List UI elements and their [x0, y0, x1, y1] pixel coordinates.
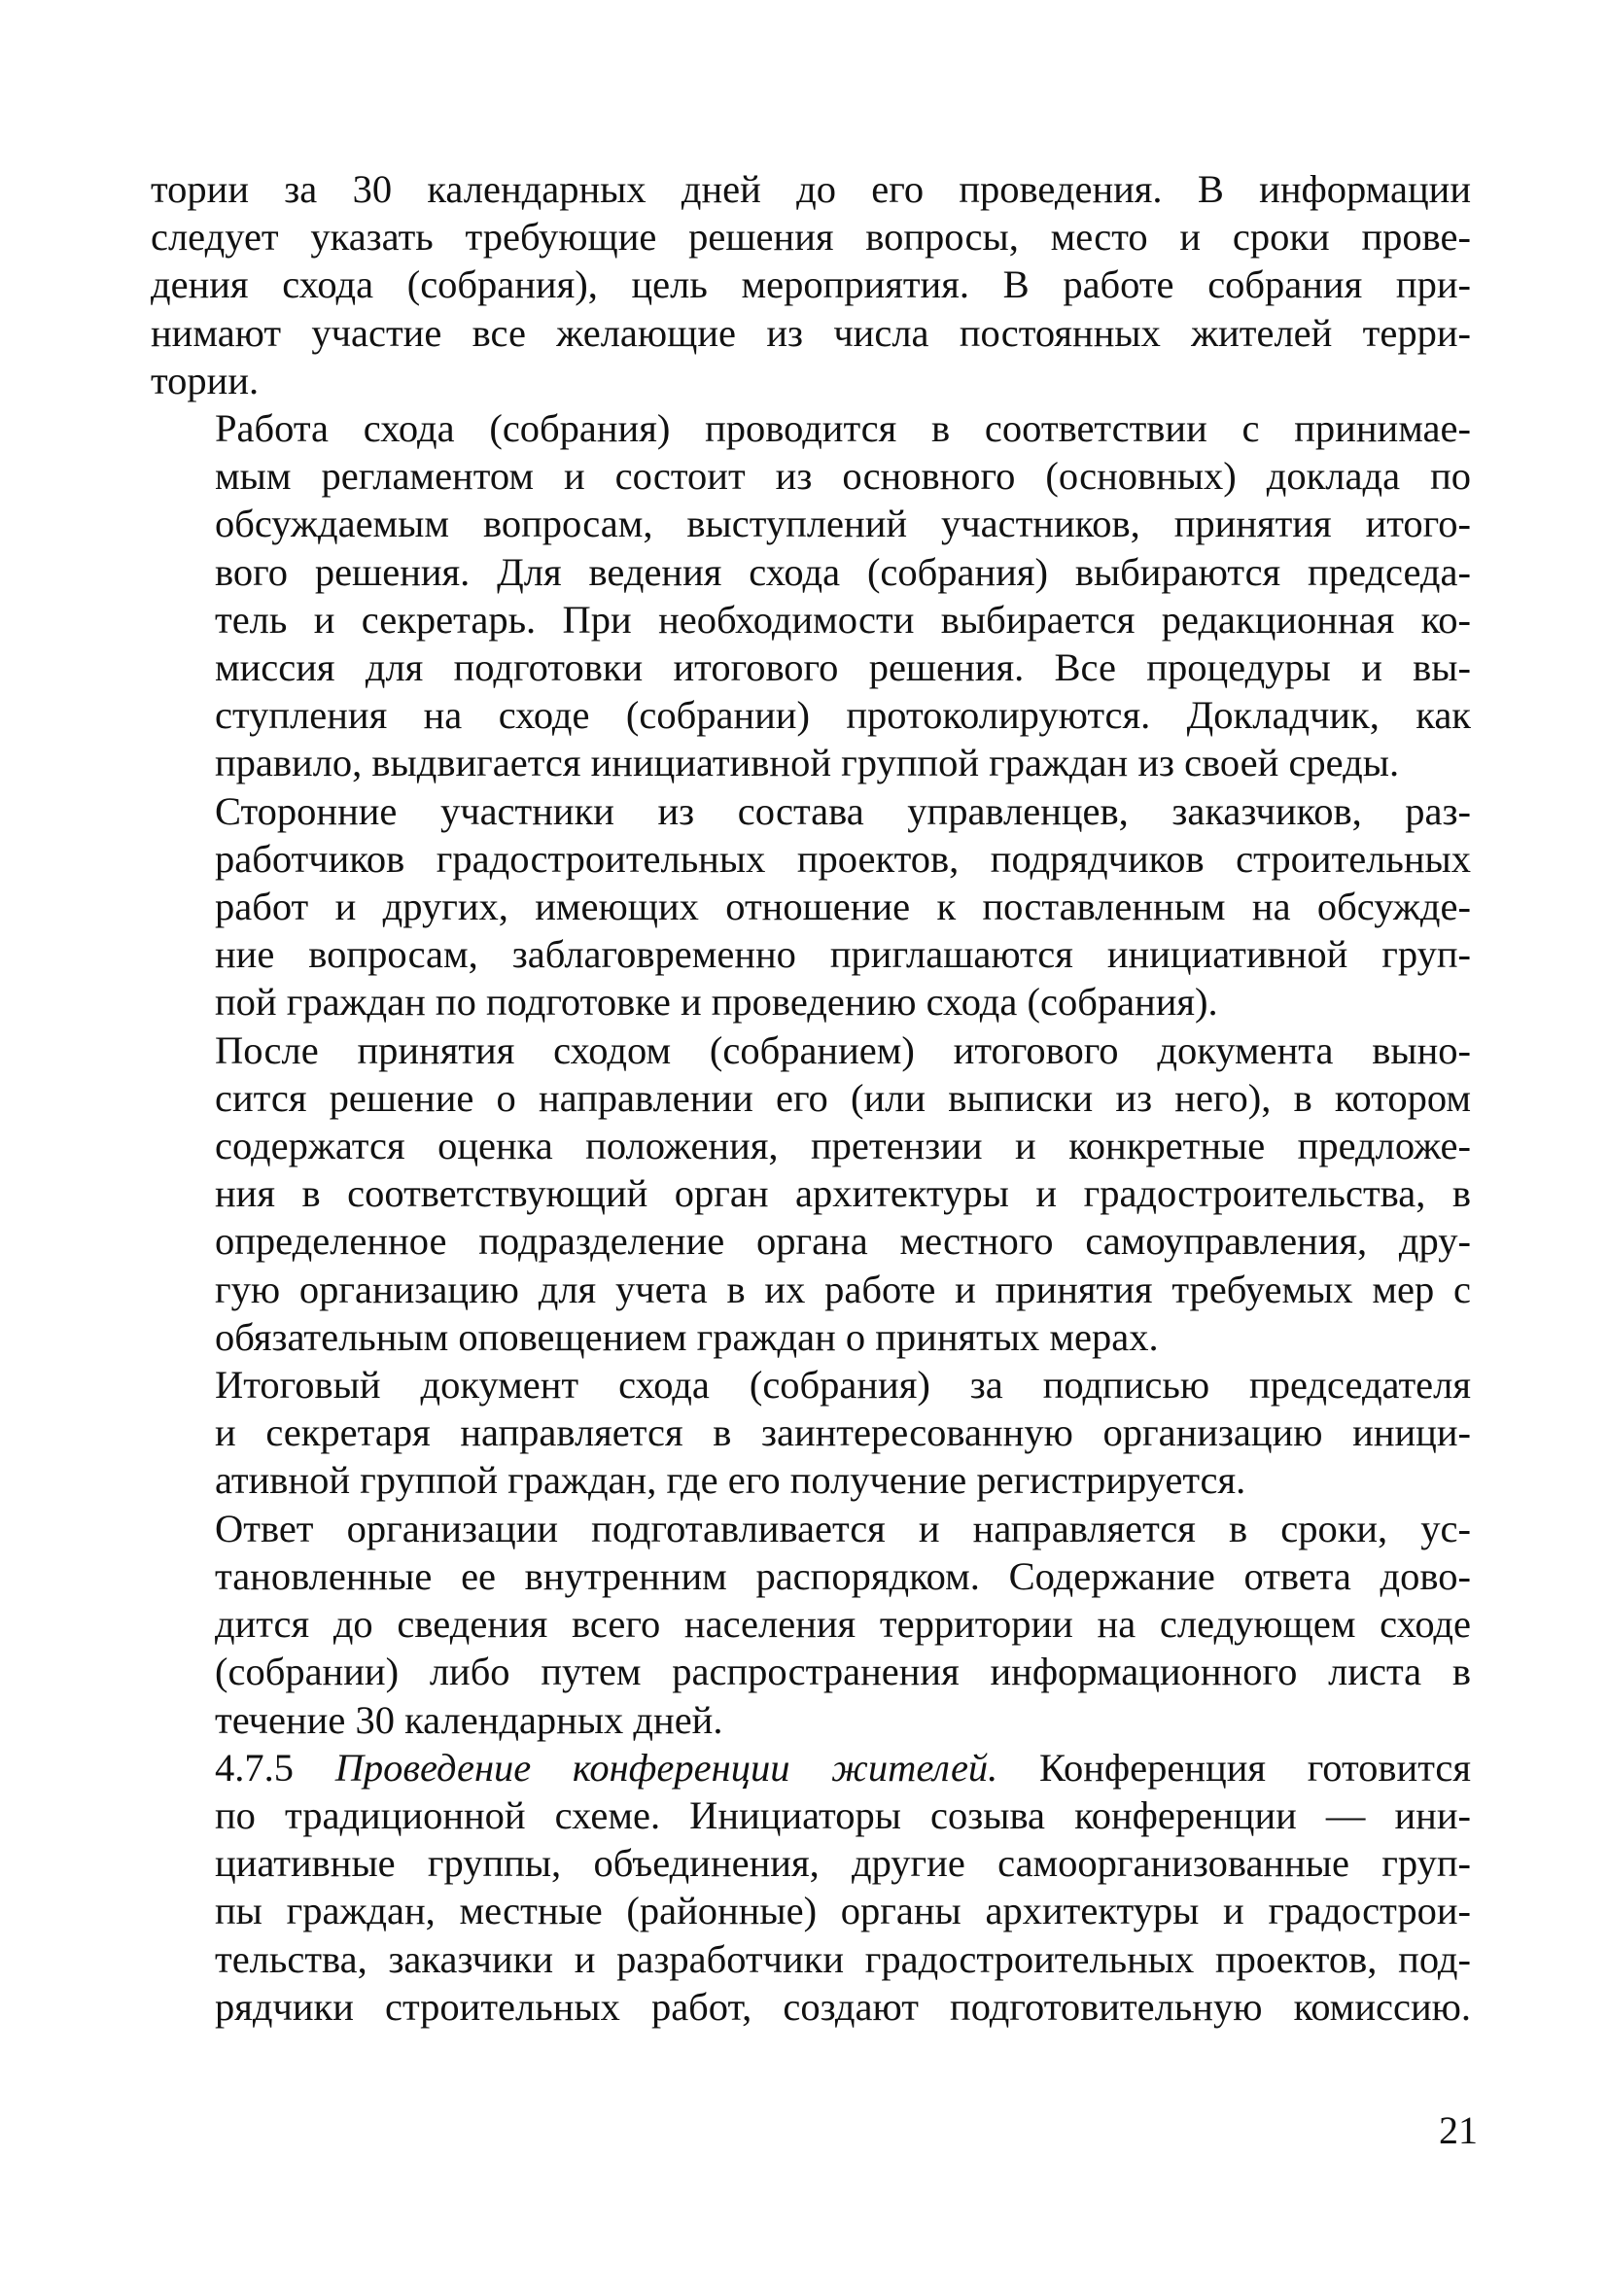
text-line: следует указать требующие решения вопросы, место и сроки прове- — [151, 215, 1471, 260]
text-line: (собрании) либо путем распространения информационного листа в — [215, 1650, 1471, 1694]
paragraph-meeting-procedure — [151, 404, 1471, 787]
text-line: ативной группой граждан, где его получение регистрируется. — [215, 1458, 1246, 1503]
text-line: течение 30 календарных дней. — [215, 1697, 723, 1742]
text-line: тель и секретарь. При необходимости выбирается редакционная ко- — [215, 597, 1471, 642]
text-line: После принятия сходом (собранием) итогового документа выно- — [215, 1027, 1471, 1072]
paragraph-document-submission — [151, 1361, 1471, 1505]
paragraph-announcement-continuation — [151, 165, 1471, 404]
text-line: ния в соответствующий орган архитектуры и градостроительства, в — [215, 1171, 1471, 1216]
text-line: Работа схода (собрания) проводится в соответствии с принимае- — [215, 406, 1471, 451]
text-line: пы граждан, местные (районные) органы архитектуры и градострои- — [215, 1889, 1471, 1933]
text-line: гую организацию для учета в их работе и принятия требуемых мер с — [215, 1267, 1471, 1311]
paragraph-organization-response — [151, 1505, 1471, 1744]
text-line: обсуждаемым вопросам, выступлений участников, принятия итого- — [215, 502, 1471, 546]
paragraph-final-document-decision — [151, 1026, 1471, 1361]
text-line: тельства, заказчики и разработчики градостроительных проектов, под- — [215, 1936, 1471, 1981]
text-line: мым регламентом и состоит из основного (основных) доклада по — [215, 454, 1471, 499]
section-4-7-5-conference — [151, 1744, 1471, 2031]
text-line: пой граждан по подготовке и проведению схода (собрания). — [215, 980, 1218, 1025]
text-line: циативные группы, объединения, другие самоорганизованные груп- — [215, 1841, 1471, 1886]
text-line: по традиционной схеме. Инициаторы созыва конференции — ини- — [215, 1792, 1471, 1837]
text-line: тановленные ее внутренним распорядком. Содержание ответа дово- — [215, 1553, 1471, 1598]
text-line: Ответ организации подготавливается и направляется в сроки, ус- — [215, 1506, 1471, 1550]
body-text — [151, 165, 1471, 2031]
section-heading-line — [151, 1744, 1471, 1792]
section-title: Проведение конференции жителей. — [334, 1745, 998, 1790]
text-line: ступления на сходе (собрании) протоколируются. Докладчик, как — [215, 693, 1471, 738]
text-line: Сторонние участники из состава управленцев, заказчиков, раз- — [215, 788, 1471, 833]
text-line: правило, выдвигается инициативной группой граждан из своей среды. — [215, 741, 1400, 785]
section-number: 4.7.5 — [215, 1745, 294, 1790]
text-line: сится решение о направлении его (или выписки из него), в котором — [215, 1075, 1471, 1120]
text-line: определенное подразделение органа местного самоуправления, дру- — [215, 1219, 1471, 1264]
section-first-line-text: Конференция готовится — [1039, 1745, 1472, 1790]
text-line: содержатся оценка положения, претензии и конкретные предложе- — [215, 1124, 1471, 1168]
page-number: 21 — [1439, 2108, 1478, 2152]
text-line: нимают участие все желающие из числа постоянных жителей терри- — [151, 310, 1471, 355]
text-line: и секретаря направляется в заинтересованную организацию иници- — [215, 1410, 1471, 1455]
text-line: дения схода (собрания), цель мероприятия. В работе собрания при- — [151, 262, 1471, 307]
text-line: ние вопросам, заблаговременно приглашаются инициативной груп- — [215, 932, 1471, 977]
text-line: Итоговый документ схода (собрания) за подписью председателя — [215, 1363, 1471, 1408]
text-line: дится до сведения всего населения территории на следующем сходе — [215, 1602, 1471, 1647]
text-line: вого решения. Для ведения схода (собрания) выбираются председа- — [215, 549, 1471, 594]
text-line: работчиков градостроительных проектов, подрядчиков строительных — [215, 836, 1471, 881]
text-line: работ и других, имеющих отношение к поставленным на обсужде- — [215, 885, 1471, 929]
text-line: обязательным оповещением граждан о принятых мерах. — [215, 1314, 1159, 1359]
paragraph-external-participants — [151, 787, 1471, 1026]
text-line: рядчики строительных работ, создают подготовительную комиссию. — [215, 1984, 1471, 2029]
text-line: тории. — [151, 358, 260, 402]
text-line: тории за 30 календарных дней до его проведения. В информации — [151, 167, 1471, 211]
text-line: миссия для подготовки итогового решения. Все процедуры и вы- — [215, 645, 1471, 690]
